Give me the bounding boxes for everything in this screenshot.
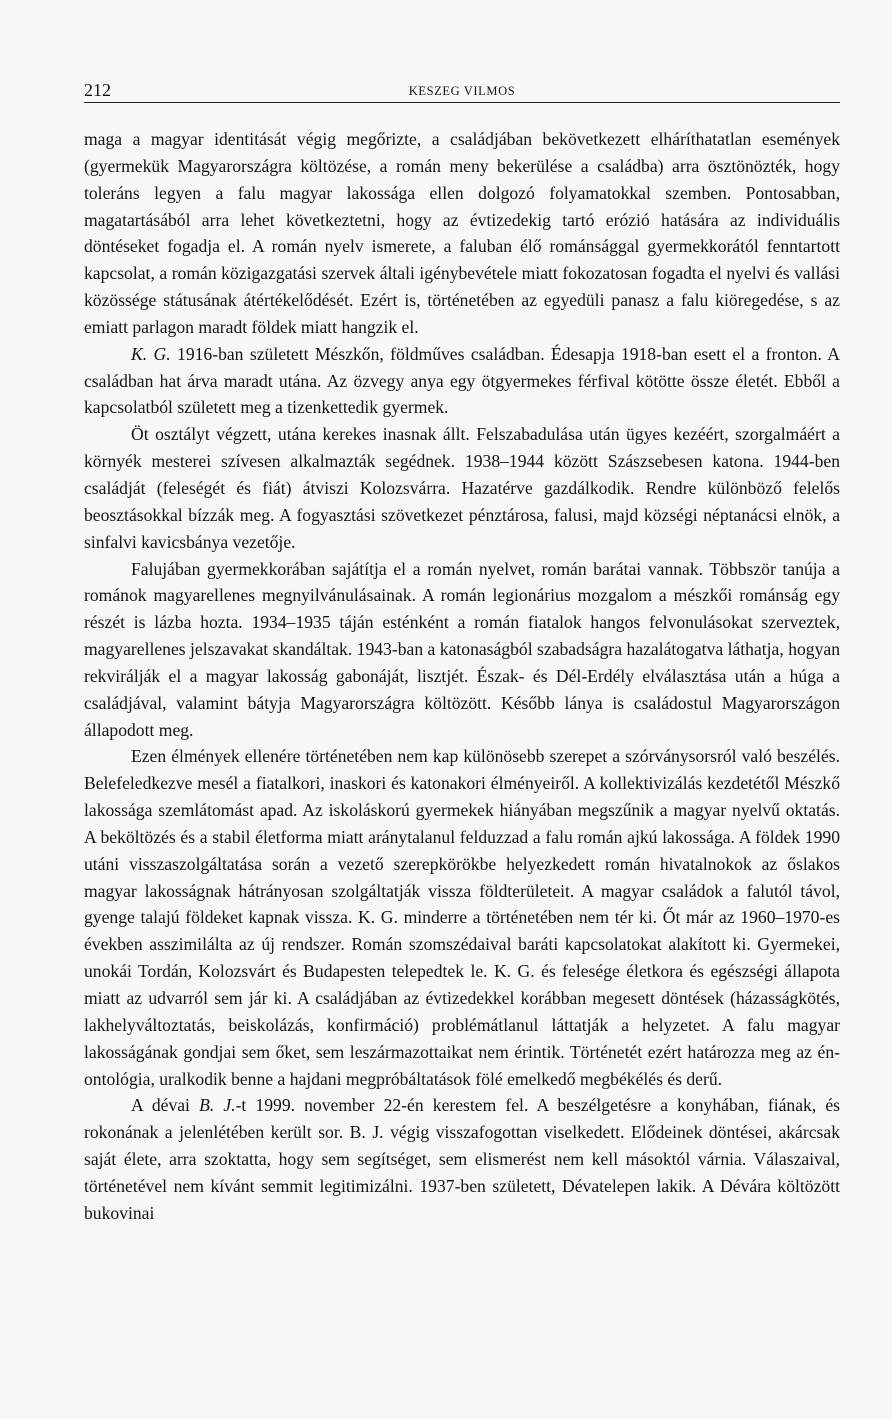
italic-initials: K. G. [131, 343, 171, 364]
paragraph-text: 1916-ban született Mészkőn, földműves családban. Édesapja 1918-ban esett el a fronton. A családban hat árva maradt utána. Az özvegy anya egy ötgyermekes férfival kötötte össze életét. Ebből a kapcsolatból született meg a tizenkettedik gyermek. [84, 343, 840, 418]
paragraph-text: Ezen élmények ellenére történetében nem kap különösebb szerepet a szórványsorsról való beszélés. Belefeledkezve mesél a fiatalkori, inaskori és katonakori élményeiről. A kollektivizálás kezdetétől Mészkő lakossága szemlátomást apad. Az iskoláskorú gyermekek hiányában megszűnik a magyar nyelvű oktatás. A beköltözés és a stabil életforma miatt aránytalanul felduzzad a falu román ajkú lakossága. A földek 1990 utáni visszaszolgáltatása során a vezető szerepkörökbe helyezkedett román hivatalnokok az őslakos magyar lakosságnak hátrányosan szolgáltatják vissza földterületeit. A magyar családok a falutól távol, gyenge talajú földeket kapnak vissza. K. G. minderre a történetében nem tér ki. Őt már az 1960–1970-es években asszimilálta az új rendszer. Román szomszédaival baráti kapcsolatokat alakított ki. Gyermekei, unokái Tordán, Kolozsvárt és Budapesten telepedtek le. K. G. és felesége életkora és egészségi állapota miatt az udvarról sem jár ki. A családjában az évtizedekkel korábban megesett döntések (házasságkötés, lakhelyváltoztatás, beiskolázás, konfirmáció) problémátlanul láttatják a helyzetet. A falu magyar lakosságának gondjai sem őket, sem leszármazottaikat nem érintik. Történetét ezért határozza meg az én-ontológia, uralkodik benne a hajdani megpróbáltatások fölé emelkedő megbékélés és derű. [84, 746, 840, 1089]
italic-initials: B. J. [199, 1095, 236, 1116]
body-text [84, 126, 840, 1227]
paragraph [84, 1092, 840, 1226]
paragraph [84, 556, 840, 744]
paragraph-text: Falujában gyermekkorában sajátítja el a román nyelvet, román barátai vannak. Többször tanúja a románok magyarellenes megnyilvánulásainak. A román legionárius mozgalom a mészkői románság egy részét is lázba hozta. 1934–1935 táján esténként a román fiatalok hangos felvonulásokat szerveztek, magyarellenes jelszavakat skandáltak. 1943-ban a katonaságból szabadságra hazalátogatva láthatja, hogyan rekvirálják el a magyar lakosság gabonáját, lisztjét. Észak- és Dél-Erdély elválasztása után a húga a családjával, valamint bátyja Magyarországra költözött. Később lánya is családostul Magyarországon állapodott meg. [84, 558, 840, 740]
paragraph [84, 743, 840, 1092]
page-number: 212 [84, 80, 111, 100]
page-header [84, 80, 840, 103]
running-head: KESZEG VILMOS [408, 84, 516, 98]
paragraph-text: A dévai [131, 1095, 200, 1116]
paragraph-text: Öt osztályt végzett, utána kerekes inasnak állt. Felszabadulása után ügyes kezéért, szorgalmáért a környék mesterei szívesen alkalmazták segédnek. 1938–1944 között Szászsebesen katona. 1944-ben családját (feleségét és fiát) átviszi Kolozsvárra. Hazatérve gazdálkodik. Rendre különböző felelős beosztásokkal bízzák meg. A fogyasztási szövetkezet pénztárosa, falusi, majd községi néptanácsi elnök, a sinfalvi kavicsbánya vezetője. [84, 424, 840, 552]
paragraph [84, 126, 840, 341]
paragraph-text: -t 1999. november 22-én kerestem fel. A beszélgetésre a konyhában, fiának, és rokonának a jelenlétében került sor. B. J. végig visszafogottan viselkedett. Elődeinek döntései, akárcsak saját élete, arra szoktatta, hogy sem segítséget, sem elismerést nem kell másoktól várnia. Válaszaival, történetével nem kívánt semmit legitimizálni. 1937-ben született, Dévatelepen lakik. A Dévára költözött bukovinai [84, 1095, 840, 1223]
paragraph [84, 421, 840, 555]
paragraph [84, 341, 840, 422]
paragraph-text: maga a magyar identitását végig megőrizte, a családjában bekövetkezett elháríthatatlan események (gyermekük Magyarországra költözése, a román meny bekerülése a családba) arra ösztönözték, hogy toleráns legyen a falu magyar lakossága ellen dolgozó folyamatokkal szemben. Pontosabban, magatartásából arra lehet következtetni, hogy az évtizedekig tartó erózió hatására az individuális döntéseket fogadja el. A román nyelv ismerete, a faluban élő románsággal gyermekkorától fenntartott kapcsolat, a román közigazgatási szervek általi igénybevétele miatt fokozatosan fogadta el nyelvi és vallási közössége státusának átértékelődését. Ezért is, történetében az egyedüli panasz a falu kiöregedése, s az emiatt parlagon maradt földek miatt hangzik el. [84, 129, 840, 337]
